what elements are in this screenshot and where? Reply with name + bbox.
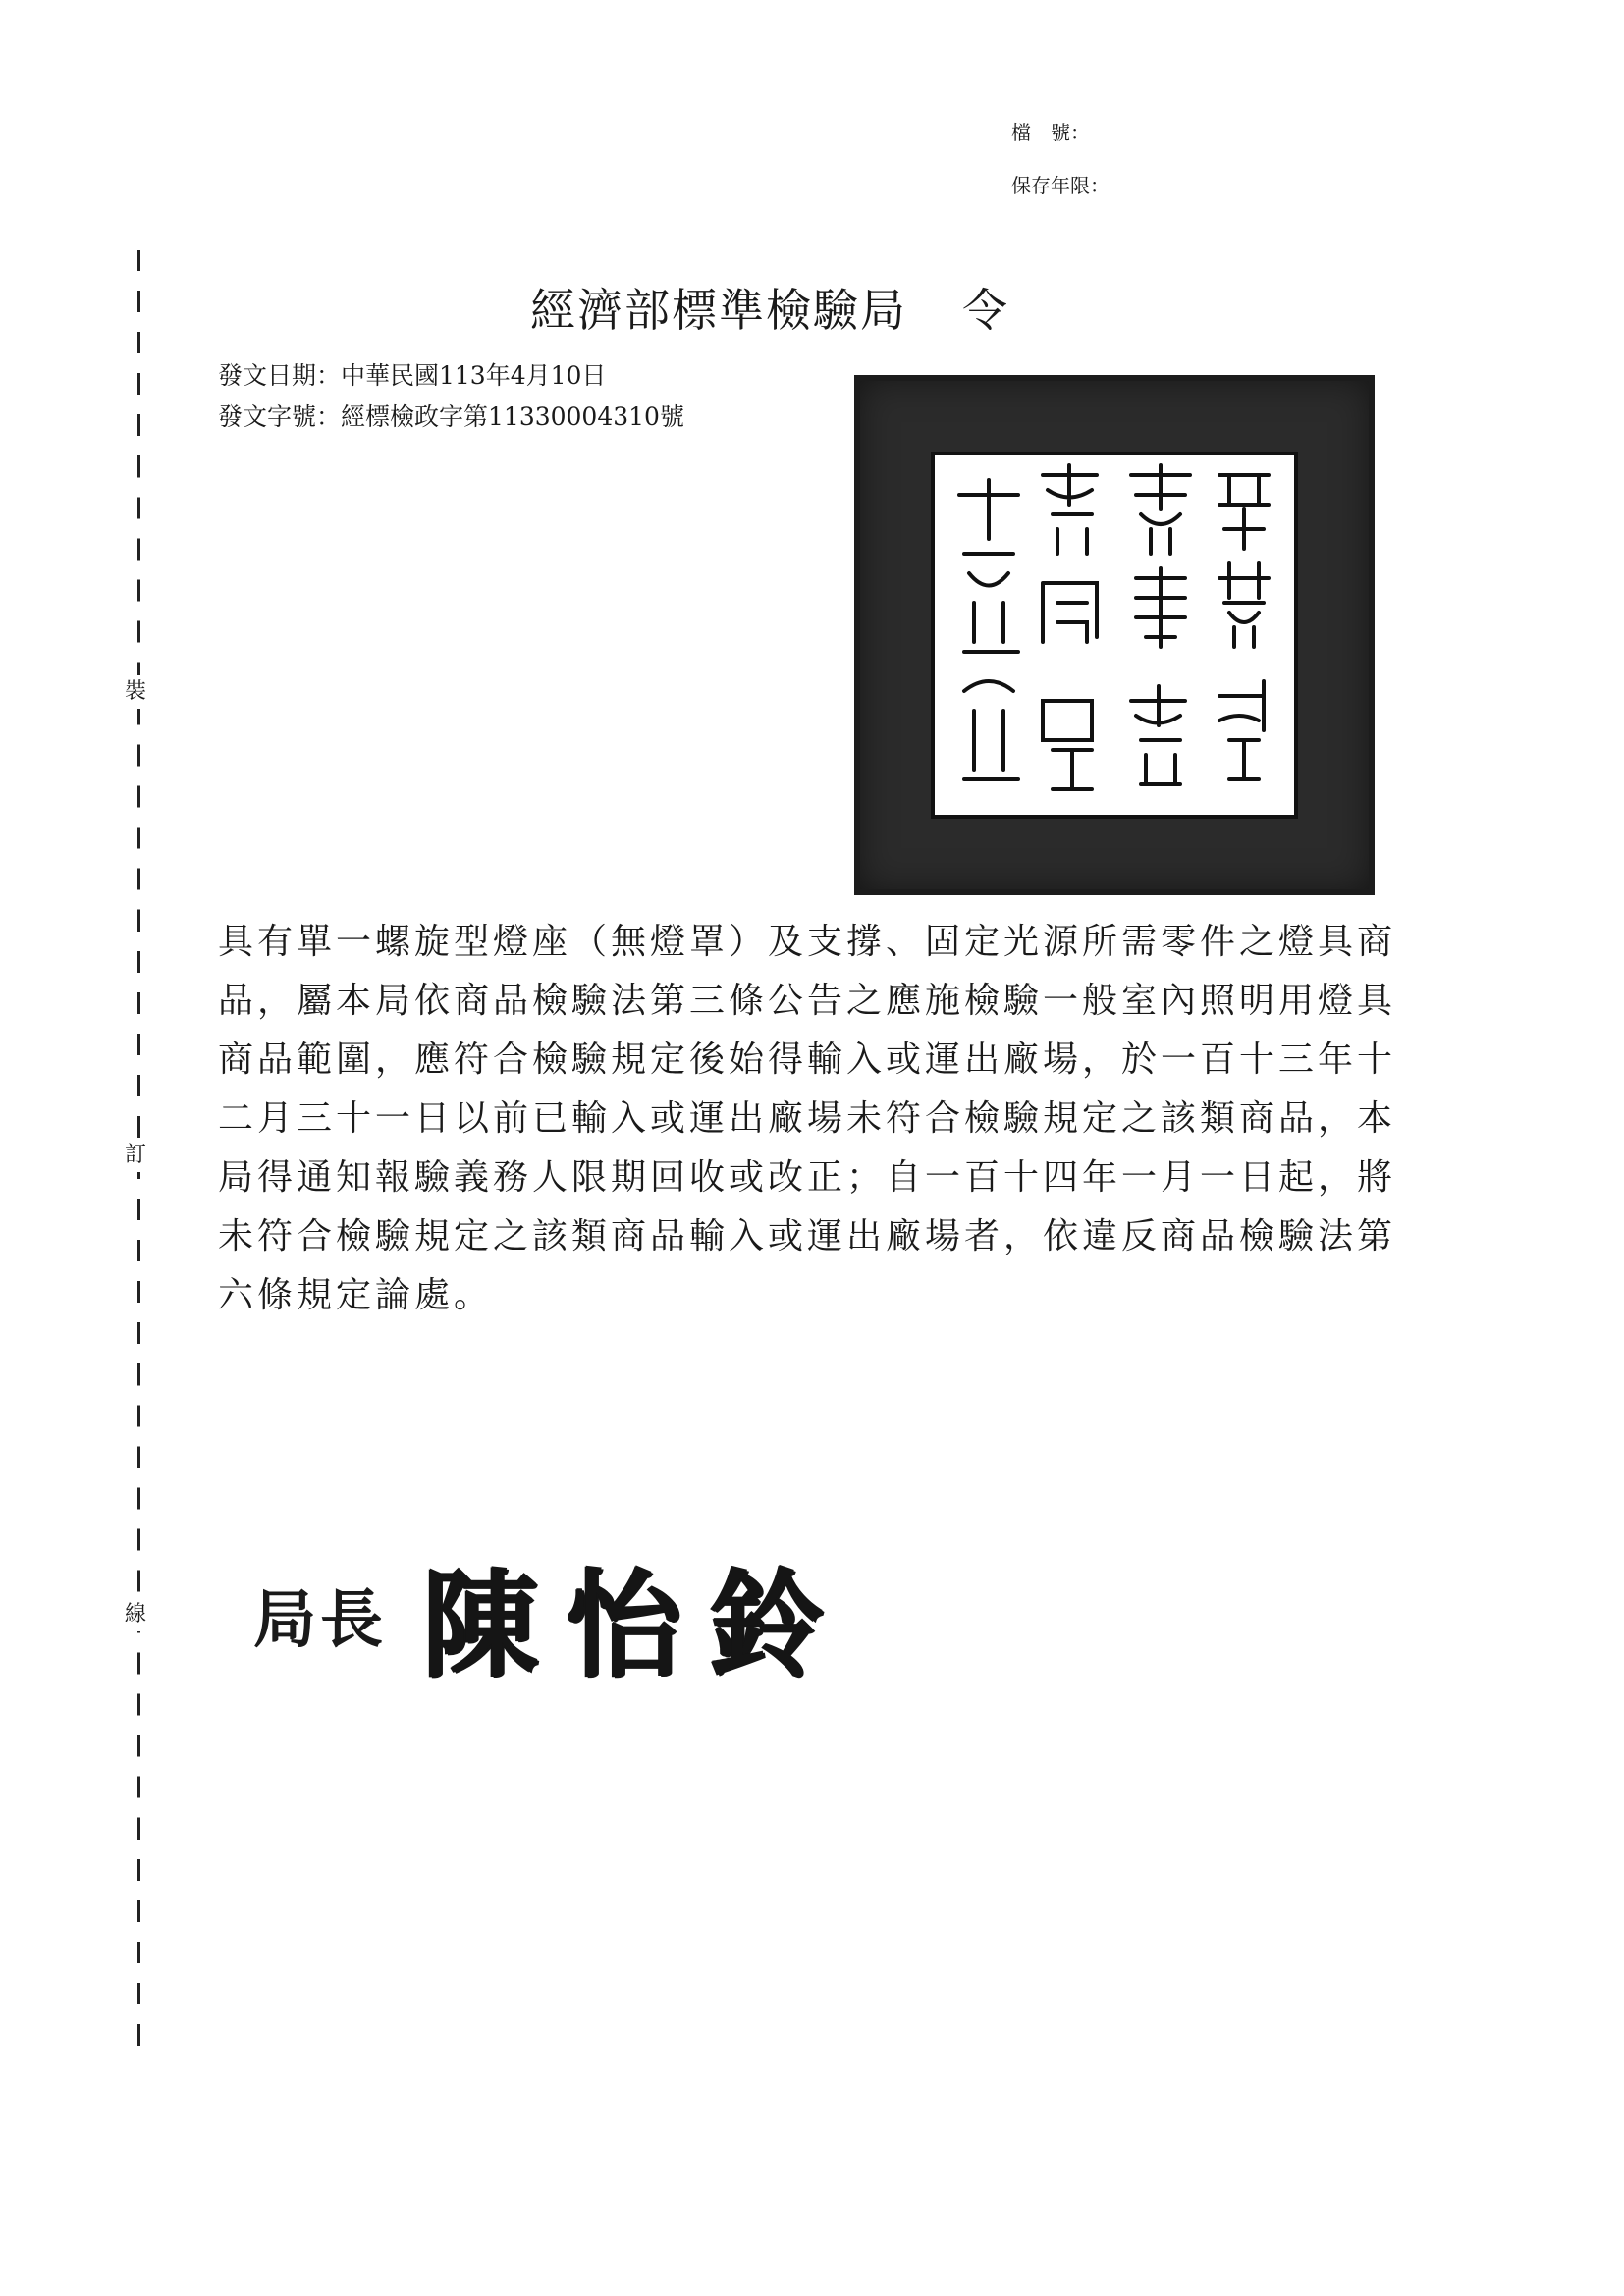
binding-char-ding: 訂	[116, 1139, 155, 1172]
binding-char-zhuang: 裝	[116, 675, 155, 709]
document-type: 令	[962, 284, 1009, 337]
agency-name: 經濟部標準檢驗局	[530, 284, 907, 337]
file-info	[1011, 106, 1110, 212]
seal-face	[931, 452, 1298, 819]
issue-number: 發文字號：經標檢政字第11330004310號	[218, 402, 684, 431]
file-number-label: 檔 號：	[1011, 121, 1090, 144]
binding-char-xian: 線	[116, 1598, 155, 1631]
official-seal	[854, 375, 1375, 895]
signatory-name: 陳怡鈴	[422, 1556, 853, 1692]
signatory-title: 局長	[253, 1583, 387, 1657]
seal-script-lettering-icon	[935, 455, 1294, 815]
signature-block	[253, 1531, 852, 1698]
issue-date: 發文日期：中華民國113年4月10日	[218, 361, 607, 390]
retention-label: 保存年限：	[1011, 174, 1110, 197]
issue-meta	[218, 355, 684, 438]
document-title	[530, 275, 1009, 340]
order-body-text: 具有單一螺旋型燈座（無燈罩）及支撐、固定光源所需零件之燈具商品，屬本局依商品檢驗法第三條公告之應施檢驗一般室內照明用燈具商品範圍，應符合檢驗規定後始得輸入或運出廠場，於一百十三年十二月三十一日以前已輸入或運出廠場未符合檢驗規定之該類商品，本局得通知報驗義務人限期回收或改正；自一百十四年一月一日起，將未符合檢驗規定之該類商品輸入或運出廠場者，依違反商品檢驗法第六條規定論處。	[218, 922, 1397, 1315]
